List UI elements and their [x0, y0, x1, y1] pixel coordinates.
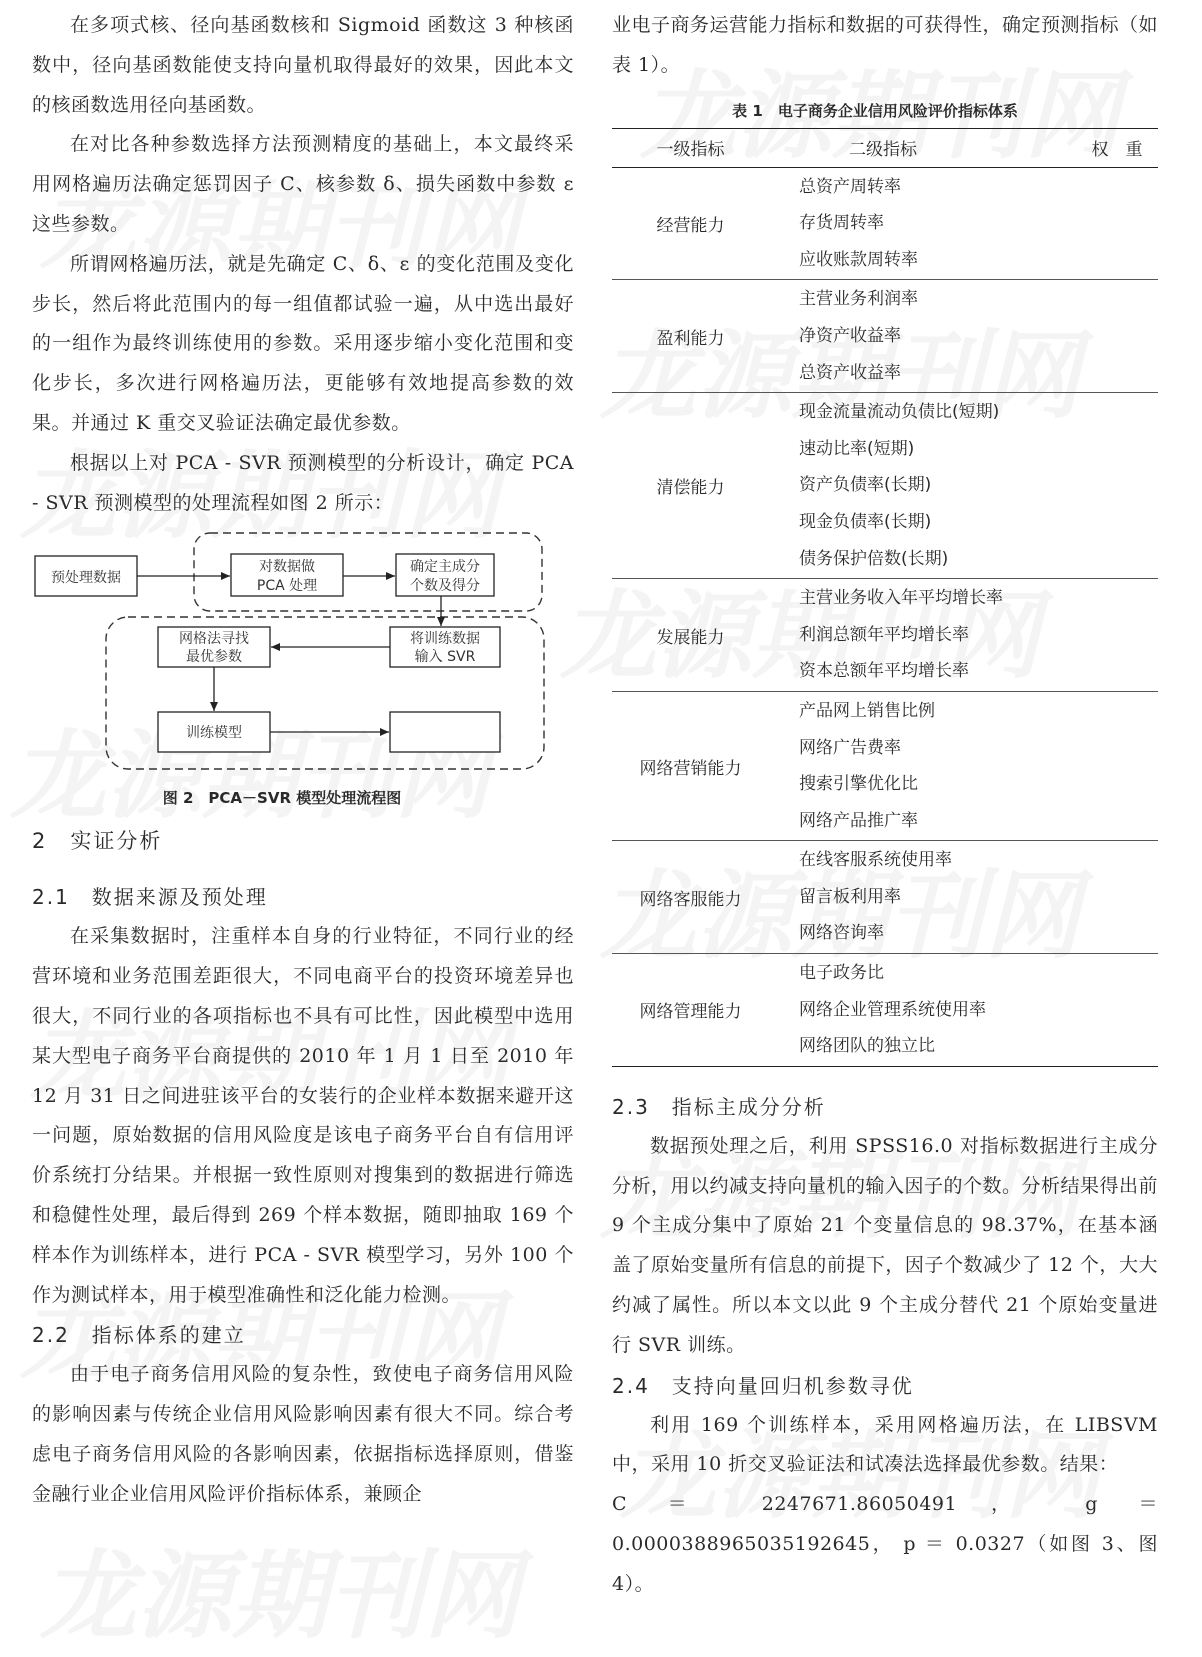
level2-indicator-list: [769, 167, 1076, 280]
level2-indicator: 主营业务收入年平均增长率: [799, 588, 1003, 609]
table-caption: 表 1 电子商务企业信用风险评价指标体系: [732, 101, 1018, 120]
level1-indicator: 盈利能力: [612, 280, 769, 393]
table-header-row: [612, 128, 1158, 167]
weight-cell: [1076, 393, 1158, 579]
level1-indicator: 网络营销能力: [612, 691, 769, 840]
subsection-heading-2-1: 2.1 数据来源及预处理: [32, 885, 268, 910]
level2-indicator: 网络团队的独立比: [799, 1036, 935, 1057]
level2-indicator: 债务保护倍数(长期): [799, 548, 949, 569]
level2-indicator: 在线客服系统使用率: [799, 850, 952, 871]
table-row: [612, 167, 1158, 280]
level2-indicator-list: [769, 393, 1076, 579]
right-column: [612, 6, 1158, 1605]
level1-indicator: 网络客服能力: [612, 841, 769, 954]
level2-indicator: 电子政务比: [799, 963, 884, 984]
flowchart-diagram: [32, 529, 574, 779]
paragraph-table-intro: 业电子商务运营能力指标和数据的可获得性，确定预测指标（如表 1）。: [612, 14, 1159, 76]
level2-indicator: 速动比率(短期): [799, 438, 915, 459]
box-preprocess-label: 预处理数据: [51, 570, 121, 587]
level2-indicator: 总资产收益率: [799, 362, 901, 383]
paragraph-data-source: 在采集数据时，注重样本自身的行业特征，不同行业的经营环境和业务范围差距很大，不同电商平台的投资环境差异也很大，不同行业的各项指标也不具有可比性，因此模型中选用某大型电子商务平台商提供的 2010 年 1 月 1 日至 2010 年 12 月 31 日之间进驻该平台的女装行的企业样本数据来避开这一问题，原始数据的信用风险度是该电子商务平台自有信用评价系统打分结果。并根据一致性原则对搜集到的数据进行筛选和稳健性处理，最后得到 269 个样本数据，随即抽取 169 个样本作为训练样本，进行 PCA - SVR 模型学习，另外 100 个作为测试样本，用于模型准确性和泛化能力检测。: [32, 925, 574, 1306]
table-row: [612, 691, 1158, 840]
level2-indicator-list: [769, 841, 1076, 954]
box-determine-label-1: 确定主成分: [410, 559, 480, 576]
header-weight: 权 重: [1076, 128, 1158, 167]
level2-indicator-list: [769, 280, 1076, 393]
paragraph-pca-analysis: 数据预处理之后，利用 SPSS16.0 对指标数据进行主成分分析，用以约减支持向量机的输入因子的个数。分析结果得出前 9 个主成分集中了原始 21 个变量信息的 98.37%，在基本涵盖了原始变量所有信息的前提下，因子个数减少了 12 个，大大约减了属性。所以本文以此 9 个主成分替代 21 个原始变量进行 SVR 训练。: [612, 1134, 1159, 1356]
subsection-heading-2-4: 2.4 支持向量回归机参数寻优: [612, 1373, 914, 1398]
weight-cell: [1076, 167, 1158, 280]
level2-indicator: 网络产品推广率: [799, 810, 918, 831]
box-train-label: 训练模型: [186, 725, 242, 742]
level2-indicator: 搜索引擎优化比: [799, 774, 918, 795]
box-input-label-2: 输入 SVR: [414, 649, 476, 666]
table-body: [612, 167, 1158, 1066]
paragraph-index-system: 由于电子商务信用风险的复杂性，致使电子商务信用风险的影响因素与传统企业信用风险影响因素有很大不同。综合考虑电子商务信用风险的各影响因素，依据指标选择原则，借鉴金融行业企业信用风险评价指标体系，兼顾企: [32, 1363, 574, 1505]
table-row: [612, 280, 1158, 393]
weight-cell: [1076, 579, 1158, 692]
box-pca-label-2: PCA 处理: [256, 578, 318, 595]
figure-caption: 图 2 PCA－SVR 模型处理流程图: [162, 789, 402, 808]
level2-indicator-list: [769, 954, 1076, 1067]
level2-indicator: 留言板利用率: [799, 886, 901, 907]
level2-indicator: 网络企业管理系统使用率: [799, 999, 986, 1020]
level2-indicator: 网络咨询率: [799, 923, 884, 944]
level2-indicator: 现金负债率(长期): [799, 511, 932, 532]
table-row: [612, 579, 1158, 692]
table-row: [612, 954, 1158, 1067]
weight-cell: [1076, 280, 1158, 393]
level2-indicator: 资产负债率(长期): [799, 475, 932, 496]
paragraph-param-method: 在对比各种参数选择方法预测精度的基础上，本文最终采用网格遍历法确定惩罚因子 C、核参数 δ、损失函数中参数 ε 这些参数。: [32, 133, 574, 235]
subsection-heading-2-2: 2.2 指标体系的建立: [32, 1323, 246, 1348]
paragraph-grid-search: 所谓网格遍历法，就是先确定 C、δ、ε 的变化范围及变化步长，然后将此范围内的每一组值都试验一遍，从中选出最好的一组作为最终训练使用的参数。采用逐步缩小变化范围和变化步长，多次进行网格遍历法，更能够有效地提高参数的效果。并通过 K 重交叉验证法确定最优参数。: [32, 252, 574, 434]
level2-indicator: 总资产周转率: [799, 176, 901, 197]
section-heading-2: 2 实证分析: [32, 829, 163, 854]
box-pca-label-1: 对数据做: [259, 559, 315, 576]
left-column: [32, 6, 574, 1515]
level2-indicator: 主营业务利润率: [799, 289, 918, 310]
paragraph-param-tuning: 利用 169 个训练样本，采用网格遍历法，在 LIBSVM 中，采用 10 折交叉验证法和试凑法选择最优参数。结果：: [612, 1413, 1158, 1476]
level2-indicator: 净资产收益率: [799, 325, 901, 346]
level2-indicator: 网络广告费率: [799, 737, 901, 758]
level2-indicator: 应收账款周转率: [799, 249, 918, 270]
level1-indicator: 清偿能力: [612, 393, 769, 579]
header-level1: 一级指标: [612, 128, 769, 167]
level2-indicator-list: [769, 691, 1076, 840]
level2-indicator: 资本总额年平均增长率: [799, 661, 969, 682]
level1-indicator: 发展能力: [612, 579, 769, 692]
paragraph-flow-intro: 根据以上对 PCA - SVR 预测模型的分析设计，确定 PCA - SVR 预测模型的处理流程如图 2 所示：: [32, 451, 574, 514]
figure-2: [32, 529, 574, 808]
level2-indicator: 利润总额年平均增长率: [799, 624, 969, 645]
subsection-heading-2-3: 2.3 指标主成分分析: [612, 1094, 826, 1119]
table-row: [612, 841, 1158, 954]
header-level2: 二级指标: [769, 128, 1076, 167]
indicator-table: [612, 128, 1158, 1067]
watermark: [40, 1520, 520, 1657]
level2-indicator: 存货周转率: [799, 213, 884, 234]
box-determine-label-2: 个数及得分: [410, 578, 480, 595]
weight-cell: [1076, 841, 1158, 954]
weight-cell: [1076, 954, 1158, 1067]
level1-indicator: 经营能力: [612, 167, 769, 280]
weight-cell: [1076, 691, 1158, 840]
level2-indicator: 产品网上销售比例: [799, 700, 935, 721]
level2-indicator-list: [769, 579, 1076, 692]
level1-indicator: 网络管理能力: [612, 954, 769, 1067]
paragraph-param-result: C ＝ 2247671.86050491， g ＝ 0.0000388965035192645， p ＝ 0.0327（如图 3、图 4）。: [612, 1493, 1158, 1595]
box-empty: [390, 712, 500, 752]
box-grid-label-2: 最优参数: [186, 649, 242, 666]
level2-indicator: 现金流量流动负债比(短期): [799, 402, 1000, 423]
paragraph-kernel-choice: 在多项式核、径向基函数核和 Sigmoid 函数这 3 种核函数中，径向基函数能使支持向量机取得最好的效果，因此本文的核函数选用径向基函数。: [32, 14, 574, 116]
box-grid-label-1: 网格法寻找: [179, 631, 249, 648]
table-row: [612, 393, 1158, 579]
box-input-label-1: 将训练数据: [410, 631, 480, 648]
